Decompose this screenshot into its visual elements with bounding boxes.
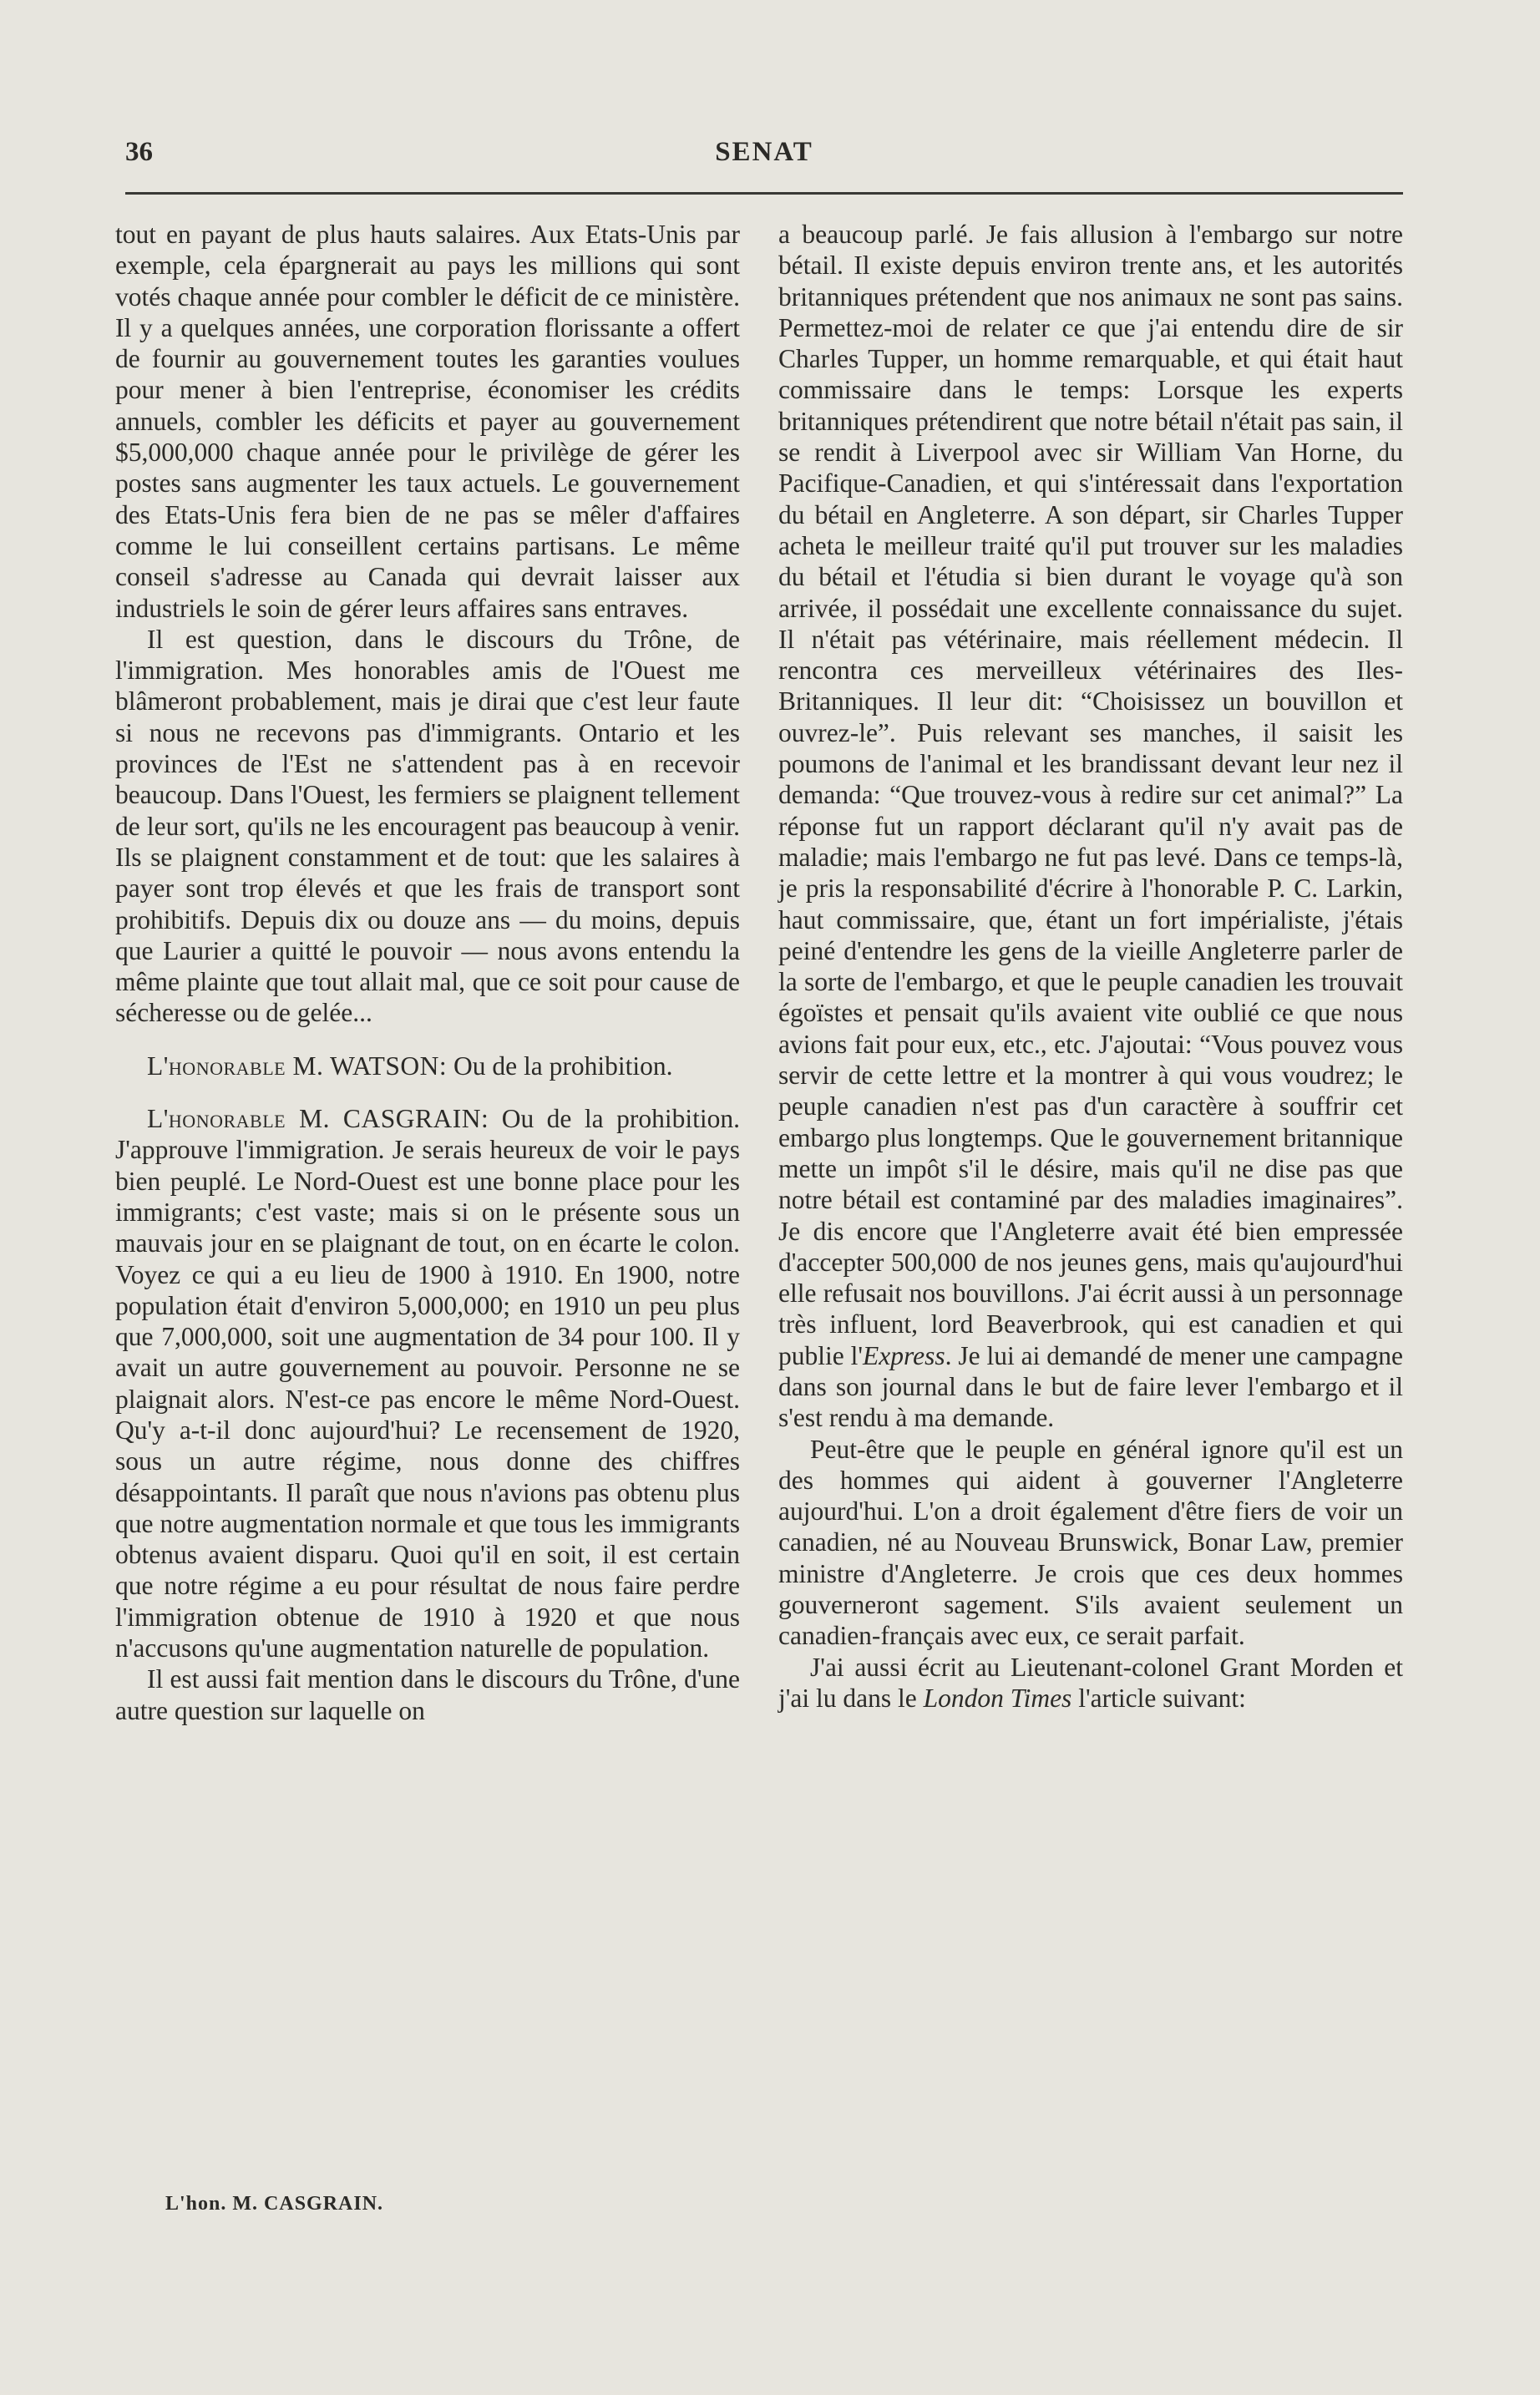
paragraph-text: a beaucoup parlé. Je fais allusion à l'embargo sur notre bétail. Il existe depuis environ trente ans, et les autorités britanniques prétendent que nos animaux ne sont pas sains. Permettez-moi de relater ce que j'ai entendu dire de sir Charles Tupper, un homme remarquable, et qui était haut commissaire dans le temps: Lorsque les experts britanniques prétendirent que notre bétail n'était pas sain, il se rendit à Liverpool avec sir William Van Horne, du Pacifique-Canadien, et qui s'intéressait dans l'exportation du bétail en Angleterre. A son départ, sir Charles Tupper acheta le meilleur traité qu'il put trouver sur les maladies du bétail et l'étudia si bien durant le voyage qu'à son arrivée, il possédait une excellente connaissance du sujet. Il n'était pas vétérinaire, mais réellement médecin. Il rencontra ces merveilleux vétérinaires des Iles-Britanniques. Il leur dit: “Choisissez un bouvillon et ouvrez-le”. Puis relevant ses manches, il saisit les poumons de l'animal et les brandissant devant leur nez il demanda: “Que trouvez-vous à redire sur cet animal?” La réponse fut un rapport déclarant qu'il n'y avait pas de maladie; mais l'embargo ne fut pas levé. Dans ce temps-là, je pris la responsabilité d'écrire à l'honorable P. C. Larkin, haut commissaire, que, étant un fort impérialiste, j'étais peiné d'entendre les gens de la vieille Angleterre parler de la sorte de l'embargo, et que le peuple canadien les trouvait égoïstes et pensait qu'ils avaient vite oublié ce que nous avions fait pour eux, etc., etc. J'ajoutai: “Vous pouvez vous servir de cette lettre et la montrer à qui vous voudrez; le peuple canadien n'est pas d'un caractère à souffrir cet embargo plus longtemps. Que le gouvernement britannique mette un impôt s'il le désire, mais qu'il ne dise pas que notre bétail est contaminé par des maladies imaginaires”. Je dis encore que l'Angleterre avait été bien empressée d'accepter 500,000 de nos jeunes gens, mais qu'aujourd'hui elle refusait nos bouvillons. J'ai écrit aussi à un personnage très influent, lord Beaverbrook, qui est canadien et qui publie l' <box>778 220 1403 1370</box>
page-number: 36 <box>125 137 153 167</box>
speaker-name: L'honorable M. WATSON: <box>147 1051 448 1081</box>
paragraph-text: . Je lui ai demandé de mener une campagne dans son journal dans le but de faire lever l'embargo et il s'est rendu à ma demande. <box>778 1340 1403 1433</box>
paragraph: Il est question, dans le discours du Trône, de l'immigration. Mes honorables amis de l'Ouest me blâmeront probablement, mais je dirai que c'est leur faute si nous ne recevons pas d'immigrants. Ontario et les provinces de l'Est ne s'attendent pas à en recevoir beaucoup. Dans l'Ouest, les fermiers se plaignent tellement de leur sort, qu'ils ne les encouragent pas beaucoup à venir. Ils se plaignent constamment et de tout: que les salaires à payer sont trop élevés et que les frais de transport sont prohibitifs. Depuis dix ou douze ans — du moins, depuis que Laurier a quitté le pouvoir — nous avons entendu la même plainte que tout allait mal, que ce soit pour cause de sécheresse ou de gelée... <box>115 624 740 1028</box>
paragraph-text: J'ai aussi écrit au Lieutenant-colonel Grant Morden et j'ai lu dans le <box>778 1652 1403 1713</box>
paragraph: Peut-être que le peuple en général ignore qu'il est un des hommes qui aident à gouverner l'Angleterre aujourd'hui. L'on a droit également d'être fiers de voir un canadien, né au Nouveau Brunswick, Bonar Law, premier ministre d'Angleterre. Je crois que ces deux hommes gouverneront sagement. S'ils avaient seulement un canadien-français avec eux, ce serait parfait. <box>778 1434 1403 1651</box>
running-head: SENAT <box>715 137 813 167</box>
italic-title: London Times <box>923 1683 1072 1713</box>
speech-watson <box>115 1051 740 1081</box>
right-column <box>778 219 1403 1714</box>
speech-text: Ou de la prohibition. J'approuve l'immigration. Je serais heureux de voir le pays bien peuplé. Le Nord-Ouest est une bonne place pour les immigrants; c'est vaste; mais si on le présente sous un mauvais jour en se plaignant de tout, on en écarte le colon. Voyez ce qui a eu lieu de 1900 à 1910. En 1900, notre population était d'environ 5,000,000; en 1910 un peu plus que 7,000,000, soit une augmentation de 34 pour 100. Il y avait un autre gouvernement au pouvoir. Personne ne se plaignait alors. N'est-ce pas encore le même Nord-Ouest. Qu'y a-t-il donc aujourd'hui? Le recensement de 1920, sous un autre régime, nous donne des chiffres désappointants. Il paraît que nous n'avions pas obtenu plus que notre augmentation normale et que tous les immigrants obtenus avaient disparu. Quoi qu'il en soit, il est certain que notre régime a eu pour résultat de nous faire perdre l'immigration obtenue de 1910 à 1920 et que nous n'accusons qu'une augmentation naturelle de population. <box>115 1104 740 1663</box>
paragraph: tout en payant de plus hauts salaires. Aux Etats-Unis par exemple, cela épargnerait au pays les millions qui sont votés chaque année pour combler le déficit de ce ministère. Il y a quelques années, une corporation florissante a offert de fournir au gouvernement toutes les garanties voulues pour mener à bien l'entreprise, économiser les crédits annuels, combler les déficits et payer au gouvernement $5,000,000 chaque année pour le privilège de gérer les postes sans augmenter les taux actuels. Le gouvernement des Etats-Unis fera bien de ne pas se mêler d'affaires comme le lui conseillent certains partisans. Le même conseil s'adresse au Canada qui devrait laisser aux industriels le soin de gérer leurs affaires sans entraves. <box>115 220 740 623</box>
italic-title: Express <box>863 1340 945 1370</box>
speaker-name: L'honorable M. CASGRAIN: <box>147 1104 489 1134</box>
paragraph <box>778 219 1403 1434</box>
footer-speaker-tag: L'hon. M. CASGRAIN. <box>165 2193 384 2215</box>
paragraph: Il est aussi fait mention dans le discours du Trône, d'une autre question sur laquelle on <box>115 1664 740 1725</box>
left-column <box>115 219 740 1726</box>
speech-text: Ou de la prohibition. <box>447 1051 673 1081</box>
paragraph <box>778 1652 1403 1714</box>
speech-casgrain <box>115 1103 740 1663</box>
paragraph-text: l'article suivant: <box>1071 1683 1246 1713</box>
header-rule <box>125 192 1403 195</box>
page-header <box>125 137 1403 179</box>
